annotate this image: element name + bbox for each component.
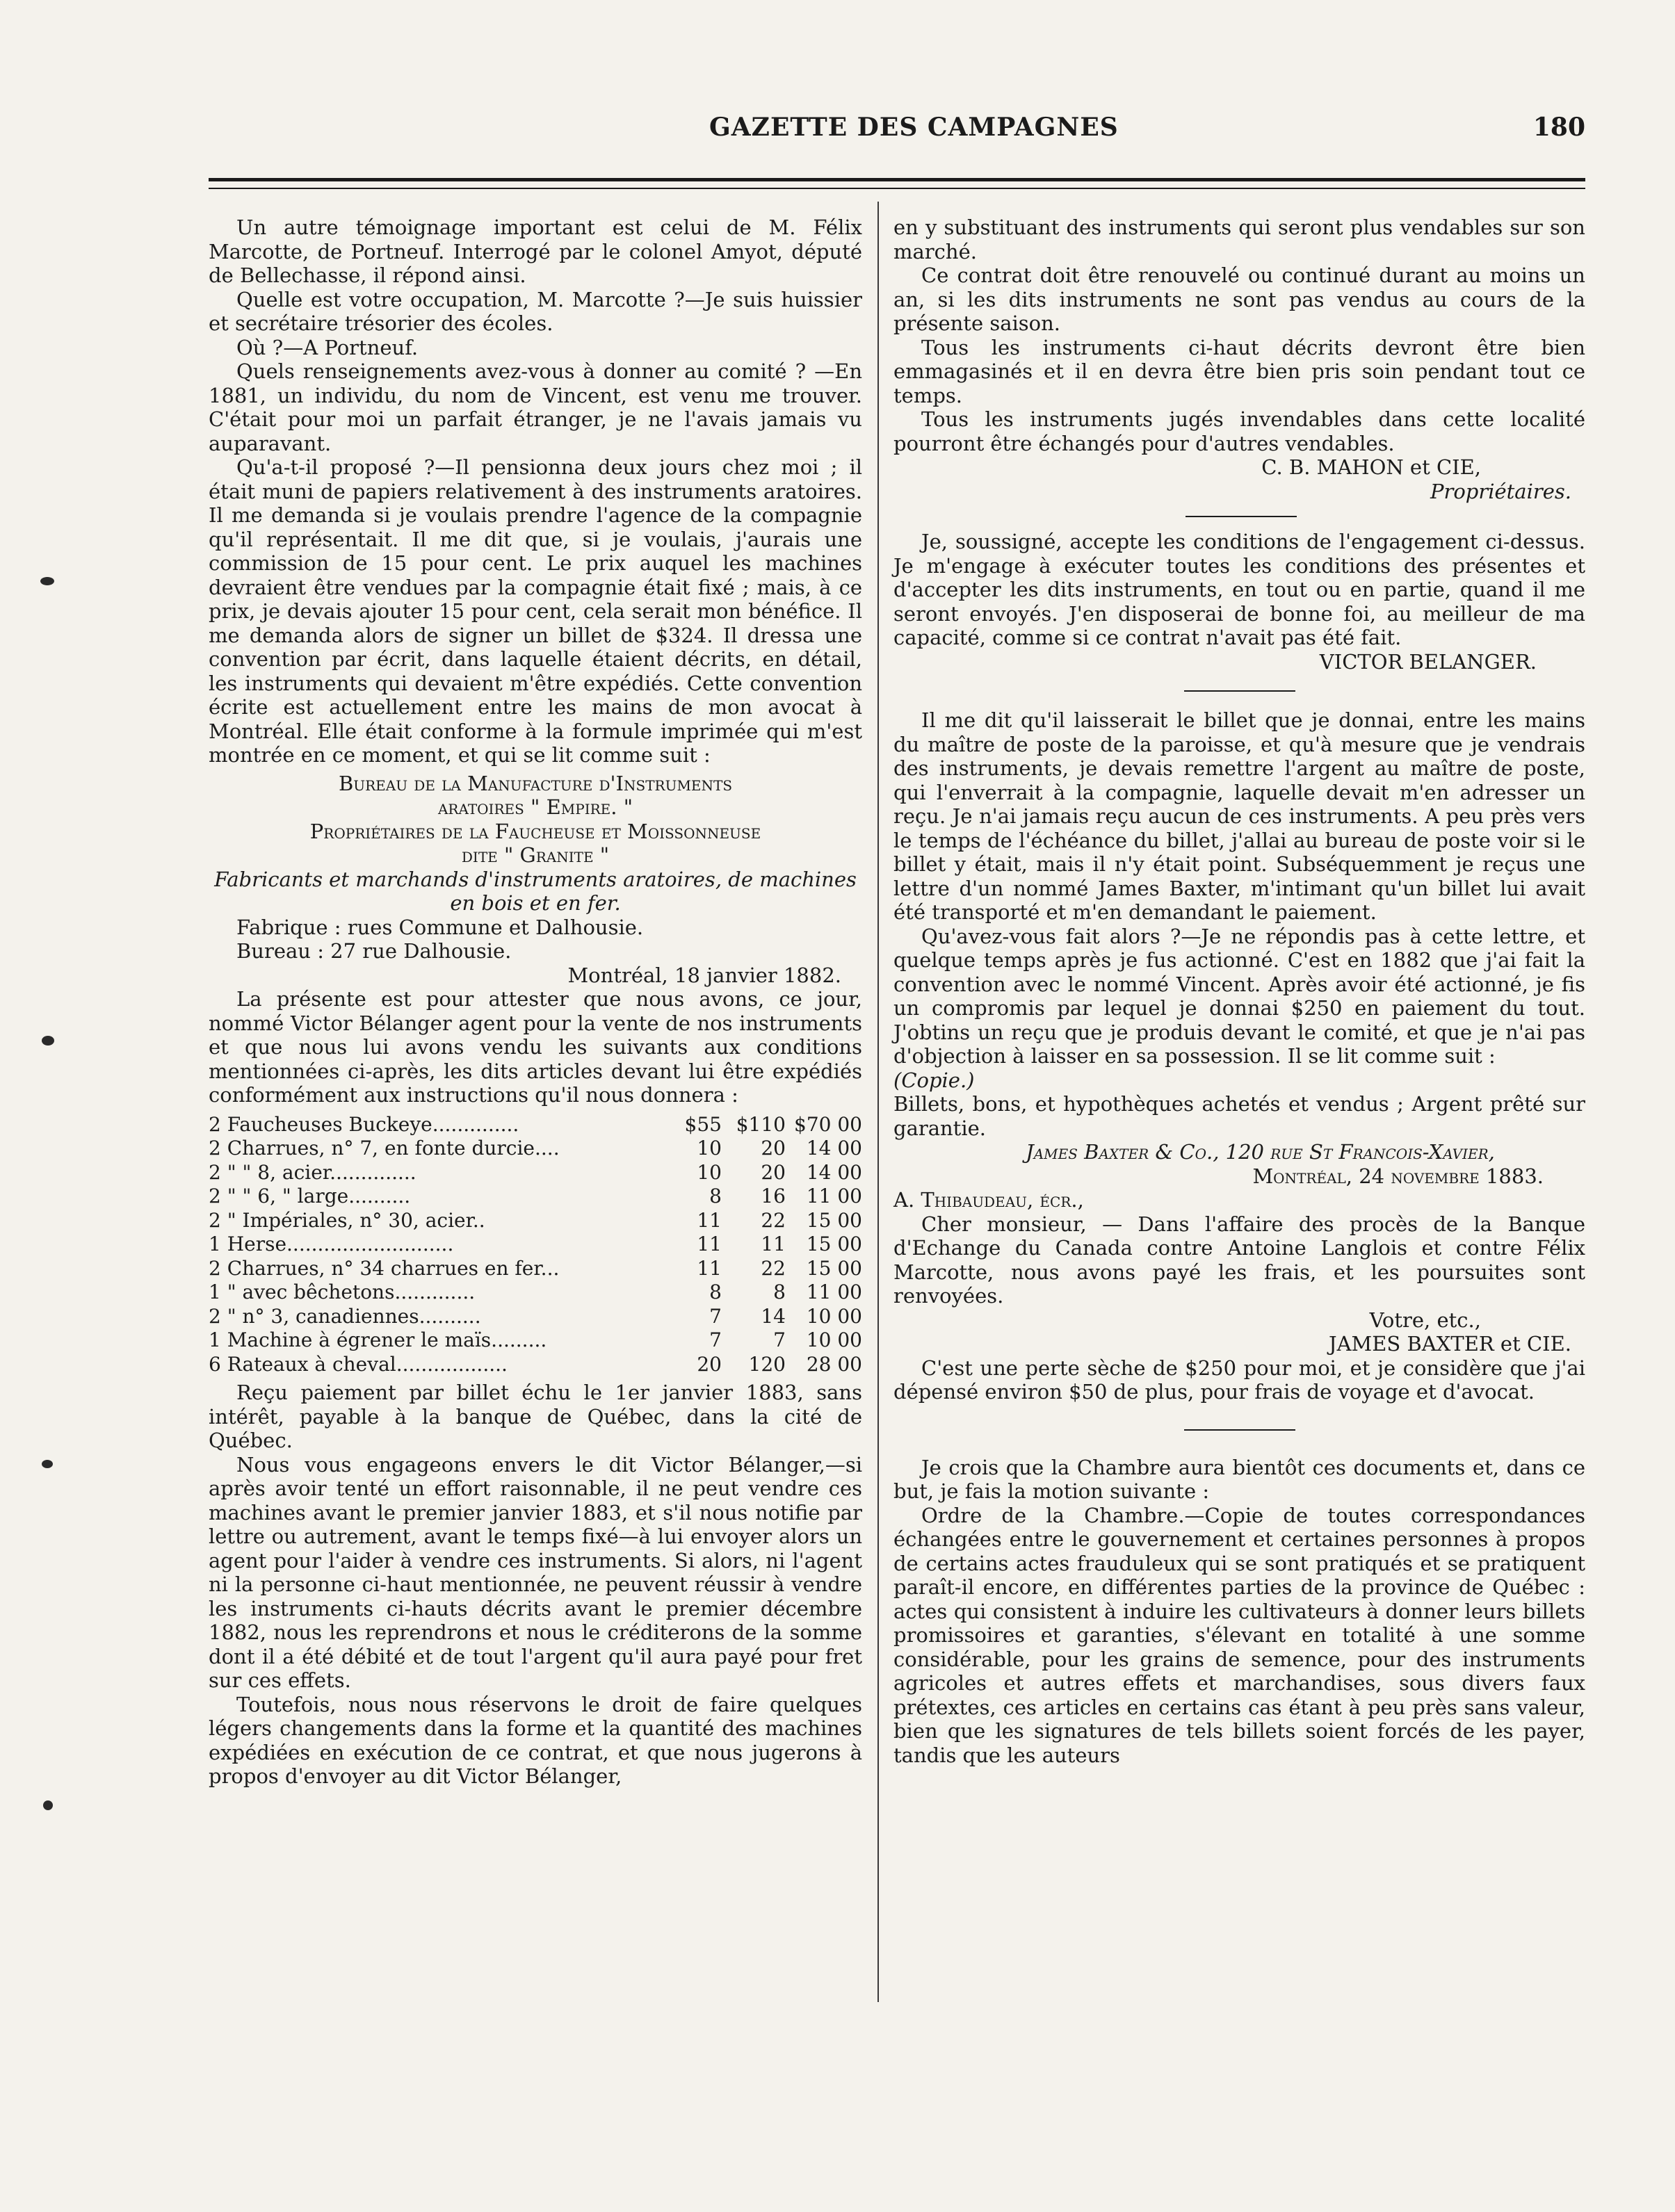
paragraph: Ce contrat doit être renouvelé ou continué durant au moins un an, si les dits instruments ne sont pas vendus au cours de la présente saison. [893,263,1585,335]
header-rule-thick [209,178,1585,181]
header-rule-thin [209,188,1585,189]
signature-baxter: JAMES BAXTER et CIE. [1328,1332,1571,1356]
paragraph: Nous vous engageons envers le dit Victor Bélanger,—si après avoir tenté un effort raisonnable, il ne peut vendre ces machines avant le premier janvier 1883, et s'il nous notifie par lettre ou autrement, avant le temps fixé—à lui envoyer alors un agent pour l'aider à vendre ces instruments. Si alors, ni l'agent ni la personne ci-haut mentionnée, ne peuvent réussir à vendre les instruments ci-hauts décrits avant le premier décembre 1882, nous les reprendrons et nous le créditerons de la somme dont il a été débité et de tout l'argent qu'il aura payé pour fret sur ces effets. [209,1452,862,1692]
table-row: 2 " " 6, " large.......... 8 16 11 00 [209,1185,862,1207]
addressee: A. Thibaudeau, écr., [893,1188,1084,1212]
table-row: 6 Rateaux à cheval.................. 20 120 28 00 [209,1352,862,1376]
table-row: 2 Charrues, n° 7, en fonte durcie.... 10 20 14 00 [209,1137,862,1160]
left-column [209,215,862,1789]
ink-speck [43,1800,53,1810]
paragraph: Toutefois, nous nous réservons le droit de faire quelques légers changements dans la forme et la quantité des machines expédiées en exécution de ce contrat, et que nous jugerons à propos d'envoyer au dit Victor Bélanger, [209,1692,862,1788]
baxter-address: James Baxter & Co., 120 rue St Francois-Xavier, [1026,1140,1495,1164]
paragraph: Un autre témoignage important est celui de M. Félix Marcotte, de Portneuf. Interrogé par le colonel Amyot, député de Bellechasse, il répond ainsi. [209,215,862,287]
ink-speck [40,577,54,585]
table-row: 2 Charrues, n° 34 charrues en fer... 11 22 15 00 [209,1256,862,1280]
paragraph: en y substituant des instruments qui seront plus vendables sur son marché. [893,215,1585,263]
copy-label: (Copie.) [893,1068,975,1092]
paragraph: La présente est pour attester que nous avons, ce jour, nommé Victor Bélanger agent pour la vente de nos instruments et que nous lui avons vendu les suivants aux conditions mentionnées ci-après, les dits articles devant lui être expédiés conformément aux instructions qu'il nous donnera : [209,987,862,1107]
separator [1186,516,1297,517]
goods-table [209,1113,862,1377]
proprietaires-heading: Propriétaires de la Faucheuse et Moissonneuse [309,819,761,843]
table-row: 1 Herse........................... 11 11 15 00 [209,1233,862,1255]
table-row: 2 " n° 3, canadiennes.......... 7 14 10 00 [209,1304,862,1328]
paragraph: Cher monsieur, — Dans l'affaire des procès de la Banque d'Echange du Canada contre Antoine Langlois et contre Félix Marcotte, nous avons payé les frais, et les poursuites sont renvoyées. [893,1212,1585,1308]
dateline: Montréal, 18 janvier 1882. [567,963,841,987]
bureau-heading: Bureau de la Manufacture d'Instruments [338,771,733,795]
newspaper-title: GAZETTE DES CAMPAGNES [709,113,1119,142]
masthead [209,113,1585,154]
paragraph: Quelle est votre occupation, M. Marcotte ?—Je suis huissier et secrétaire trésorier des écoles. [209,287,862,335]
separator [1184,690,1295,692]
table-row: 1 " avec bêchetons............. 8 8 11 00 [209,1280,862,1303]
signature-belanger: VICTOR BELANGER. [1319,649,1537,674]
fabricants-line: Fabricants et marchands d'instruments aratoires, de machines en bois et en fer. [214,867,857,915]
separator [1184,1429,1295,1431]
page-number: 180 [1532,113,1585,142]
paragraph: Qu'avez-vous fait alors ?—Je ne répondis pas à cette lettre, et quelque temps après je fus actionné. C'est en 1882 que j'ai fait la convention avec le nommé Vincent. Après avoir été actionné, je fis un compromis par lequel je donnai $250 en paiement du tout. J'obtins un reçu que je produis devant le comité, et que je n'ai pas d'objection à laisser en sa possession. Il se lit comme suit : [893,924,1585,1068]
paragraph: Quels renseignements avez-vous à donner au comité ? —En 1881, un individu, du nom de Vincent, est venu me trouver. C'était pour moi un parfait étranger, je ne l'avais jamais vu auparavant. [209,359,862,455]
paragraph: Où ?—A Portneuf. [236,335,419,359]
closing: Votre, etc., [1369,1308,1481,1332]
signature-mahon-title: Propriétaires. [1430,479,1571,503]
paragraph: Je crois que la Chambre aura bientôt ces documents et, dans ce but, je fais la motion suivante : [893,1455,1585,1503]
right-column [893,215,1585,1767]
column-divider [877,202,879,2002]
signature-mahon: C. B. MAHON et CIE, [1261,455,1481,479]
ink-speck [42,1036,54,1046]
table-row: 2 Faucheuses Buckeye.............. $55 $110 $70 00 [209,1112,862,1136]
ink-speck [42,1460,53,1468]
paragraph: Billets, bons, et hypothèques achetés et vendus ; Argent prêté sur garantie. [893,1092,1585,1140]
fabrique-address: Fabrique : rues Commune et Dalhousie. [236,915,644,939]
paragraph: Je, soussigné, accepte les conditions de l'engagement ci-dessus. Je m'engage à exécuter toutes les conditions des présentes et d'accepter les dits instruments, en tout ou en partie, quand il me seront envoyés. J'en disposerai de bonne foi, au meilleur de ma capacité, comme si ce contrat n'avait pas été fait. [893,530,1585,649]
paragraph: Ordre de la Chambre.—Copie de toutes correspondances échangées entre le gouvernement et certaines personnes à propos de certains actes frauduleux qui se sont pratiqués et se pratiquent paraît-il encore, en différentes parties de la province de Québec : actes qui consistent à induire les cultivateurs à donner leurs billets promissoires et garanties, s'élevant en totalité à une somme considérable, pour les grains de semence, pour des instruments agricoles et autres effets et marchandises, sous divers faux prétextes, ces articles en certains cas étant à peu près sans valeur, bien que les signatures de tels billets soient forcés de les payer, tandis que les auteurs [893,1503,1585,1767]
table-row: 2 " Impériales, n° 30, acier.. 11 22 15 00 [209,1208,862,1232]
proprietaires-heading-2: dite " Granite " [461,843,610,867]
paragraph: C'est une perte sèche de $250 pour moi, et je considère que j'ai dépensé environ $50 de plus, pour frais de voyage et d'avocat. [893,1356,1585,1404]
paragraph: Qu'a-t-il proposé ?—Il pensionna deux jours chez moi ; il était muni de papiers relativement à des instruments aratoires. Il me demanda si je voulais prendre l'agence de la compagnie qu'il représentait. Il me dit que, si je voulais, j'aurais une commission de 15 pour cent. Le prix auquel les machines devraient être vendues par la compagnie était fixé ; mais, à ce prix, je devais ajouter 15 pour cent, cela serait mon bénéfice. Il me demanda alors de signer un billet de $324. Il dressa une convention par écrit, dans laquelle étaient décrits, en détail, les instruments qui devaient m'être expédiés. Cette convention écrite est actuellement entre les mains de mon avocat à Montréal. Elle était conforme à la formule imprimée qui m'est montrée en ce moment, et qui se lit comme suit : [209,455,862,767]
bureau-heading-2: aratoires " Empire. " [437,795,633,819]
table-row: 2 " " 8, acier.............. 10 20 14 00 [209,1160,862,1184]
paragraph: Il me dit qu'il laisserait le billet que je donnai, entre les mains du maître de poste de la paroisse, et qu'à mesure que je vendrais des instruments, je devais remettre l'argent au maître de poste, qui l'enverrait à la compagnie, laquelle devait m'en adresser un reçu. Je n'ai jamais reçu aucun de ces instruments. A peu près vers le temps de l'échéance du billet, j'allai au bureau de poste voir si le billet y était, mais il n'y était point. Subséquemment je reçus une lettre d'un nommé James Baxter, m'intimant qu'un billet lui avait été transporté et m'en demandant le paiement. [893,708,1585,924]
bureau-address: Bureau : 27 rue Dalhousie. [236,939,512,963]
baxter-dateline: Montréal, 24 novembre 1883. [1252,1164,1544,1188]
paragraph: Reçu paiement par billet échu le 1er janvier 1883, sans intérêt, payable à la banque de Québec, dans la cité de Québec. [209,1381,862,1452]
paragraph: Tous les instruments ci-haut décrits devront être bien emmagasinés et il en devra être bien pris soin pendant tout ce temps. [893,335,1585,407]
paragraph: Tous les instruments jugés invendables dans cette localité pourront être échangés pour d'autres vendables. [893,407,1585,455]
table-row: 1 Machine à égrener le maïs......... 7 7 10 00 [209,1328,862,1351]
